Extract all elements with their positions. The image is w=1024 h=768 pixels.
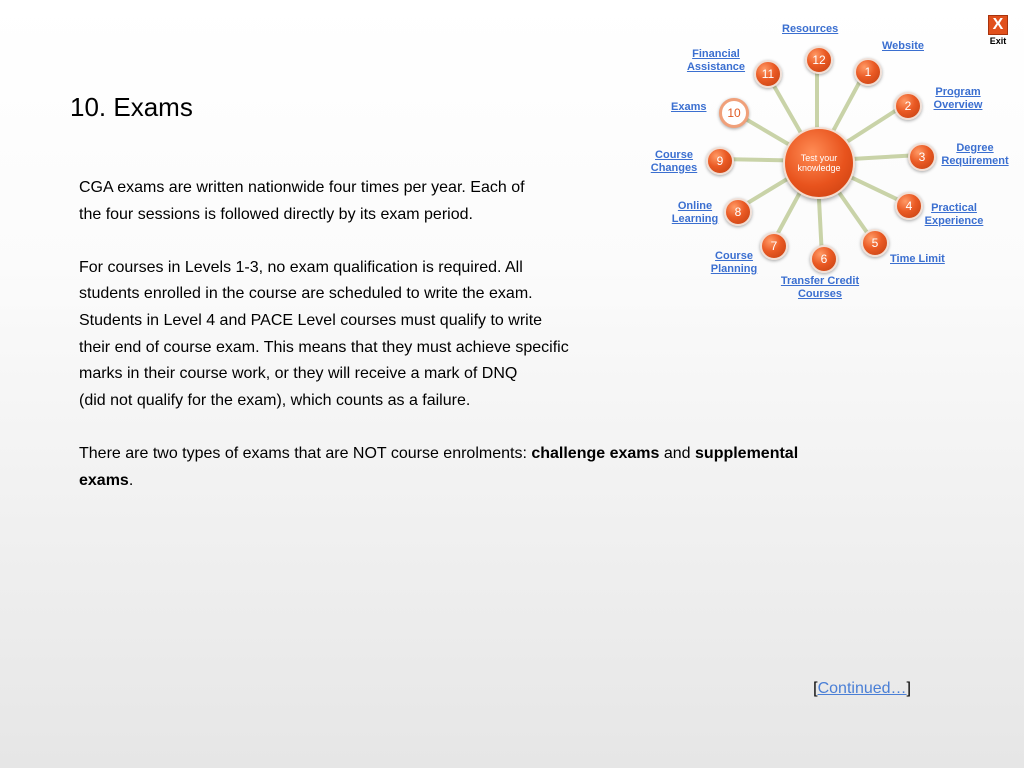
continued-open-bracket: [ [813,680,818,697]
p3-challenge-exams: challenge exams [531,444,660,462]
wheel-node-7[interactable]: 7 [760,232,788,260]
p2-line-2: students enrolled in the course are scheduled to write the exam. [79,285,533,303]
label-website[interactable]: Website [882,40,924,52]
label-financial-line2: Assistance [686,61,746,73]
exit-label: Exit [989,36,1007,46]
wheel-node-10[interactable]: 10 [719,98,749,128]
label-course-changes-line1: Course [655,149,693,161]
label-degree-line1: Degree [956,142,994,154]
label-financial-assistance[interactable] [685,48,747,74]
label-practical-experience[interactable] [921,202,987,228]
wheel-node-3[interactable]: 3 [908,143,936,171]
paragraph-1 [79,175,929,228]
label-time-limit[interactable]: Time Limit [890,253,945,265]
wheel-node-6[interactable]: 6 [810,245,838,273]
p3-mid: and [659,444,696,462]
p3-end: . [128,471,134,489]
p2-line-3: Students in Level 4 and PACE Level courses must qualify to write [79,311,543,329]
wheel-node-12[interactable]: 12 [805,46,833,74]
label-course-planning-line2: Planning [710,263,758,275]
paragraph-3 [79,441,929,494]
label-resources[interactable]: Resources [782,23,839,35]
exit-button[interactable] [986,15,1010,47]
label-course-changes[interactable] [648,149,700,175]
p3-line-2 [79,468,929,495]
label-practical-line2: Experience [924,215,984,227]
label-transfer-line1: Transfer Credit [780,275,860,287]
main-content [79,175,929,521]
wheel-node-8[interactable]: 8 [724,198,752,226]
label-exams[interactable]: Exams [671,101,707,113]
label-program-overview[interactable] [929,86,987,112]
wheel-node-2[interactable]: 2 [894,92,922,120]
label-program-line2: Overview [933,99,983,111]
p1-line-2: the four sessions is followed directly by its exam period. [79,205,473,223]
label-degree-requirement[interactable] [937,142,1013,168]
label-course-changes-line2: Changes [650,162,698,174]
hub-label: Test your knowledge [797,153,841,173]
wheel-node-4[interactable]: 4 [895,192,923,220]
wheel-node-5[interactable]: 5 [861,229,889,257]
p3-exams: exams [79,471,129,489]
label-practical-line1: Practical [931,202,977,214]
label-course-planning-line1: Course [715,250,753,262]
exit-x-icon: X [988,15,1008,35]
p3-pre: There are two types of exams that are NOT course enrolments: [79,444,532,462]
wheel-node-1[interactable]: 1 [854,58,882,86]
continued-close-bracket: ] [906,680,911,697]
label-transfer-line2: Courses [797,288,843,300]
label-online-line2: Learning [671,213,719,225]
p3-supplemental: supplemental [695,444,799,462]
continued-link[interactable]: Continued… [817,680,907,697]
label-financial-line1: Financial [692,48,740,60]
p2-line-1: For courses in Levels 1-3, no exam qualification is required. All [79,258,523,276]
p2-line-5: marks in their course work, or they will receive a mark of DNQ [79,365,518,383]
wheel-node-9[interactable]: 9 [706,147,734,175]
label-program-line1: Program [935,86,981,98]
page-title: 10. Exams [70,92,193,122]
p1-line-1: CGA exams are written nationwide four times per year. Each of [79,179,525,196]
label-online-line1: Online [677,200,713,212]
paragraph-2 [79,255,929,415]
p3-line-1 [79,441,929,468]
label-degree-line2: Requirement [941,155,1009,167]
p2-line-4: their end of course exam. This means that they must achieve specific [79,338,569,356]
continued-nav [813,680,911,698]
p2-line-6: (did not qualify for the exam), which counts as a failure. [79,391,471,409]
wheel-node-11[interactable]: 11 [754,60,782,88]
